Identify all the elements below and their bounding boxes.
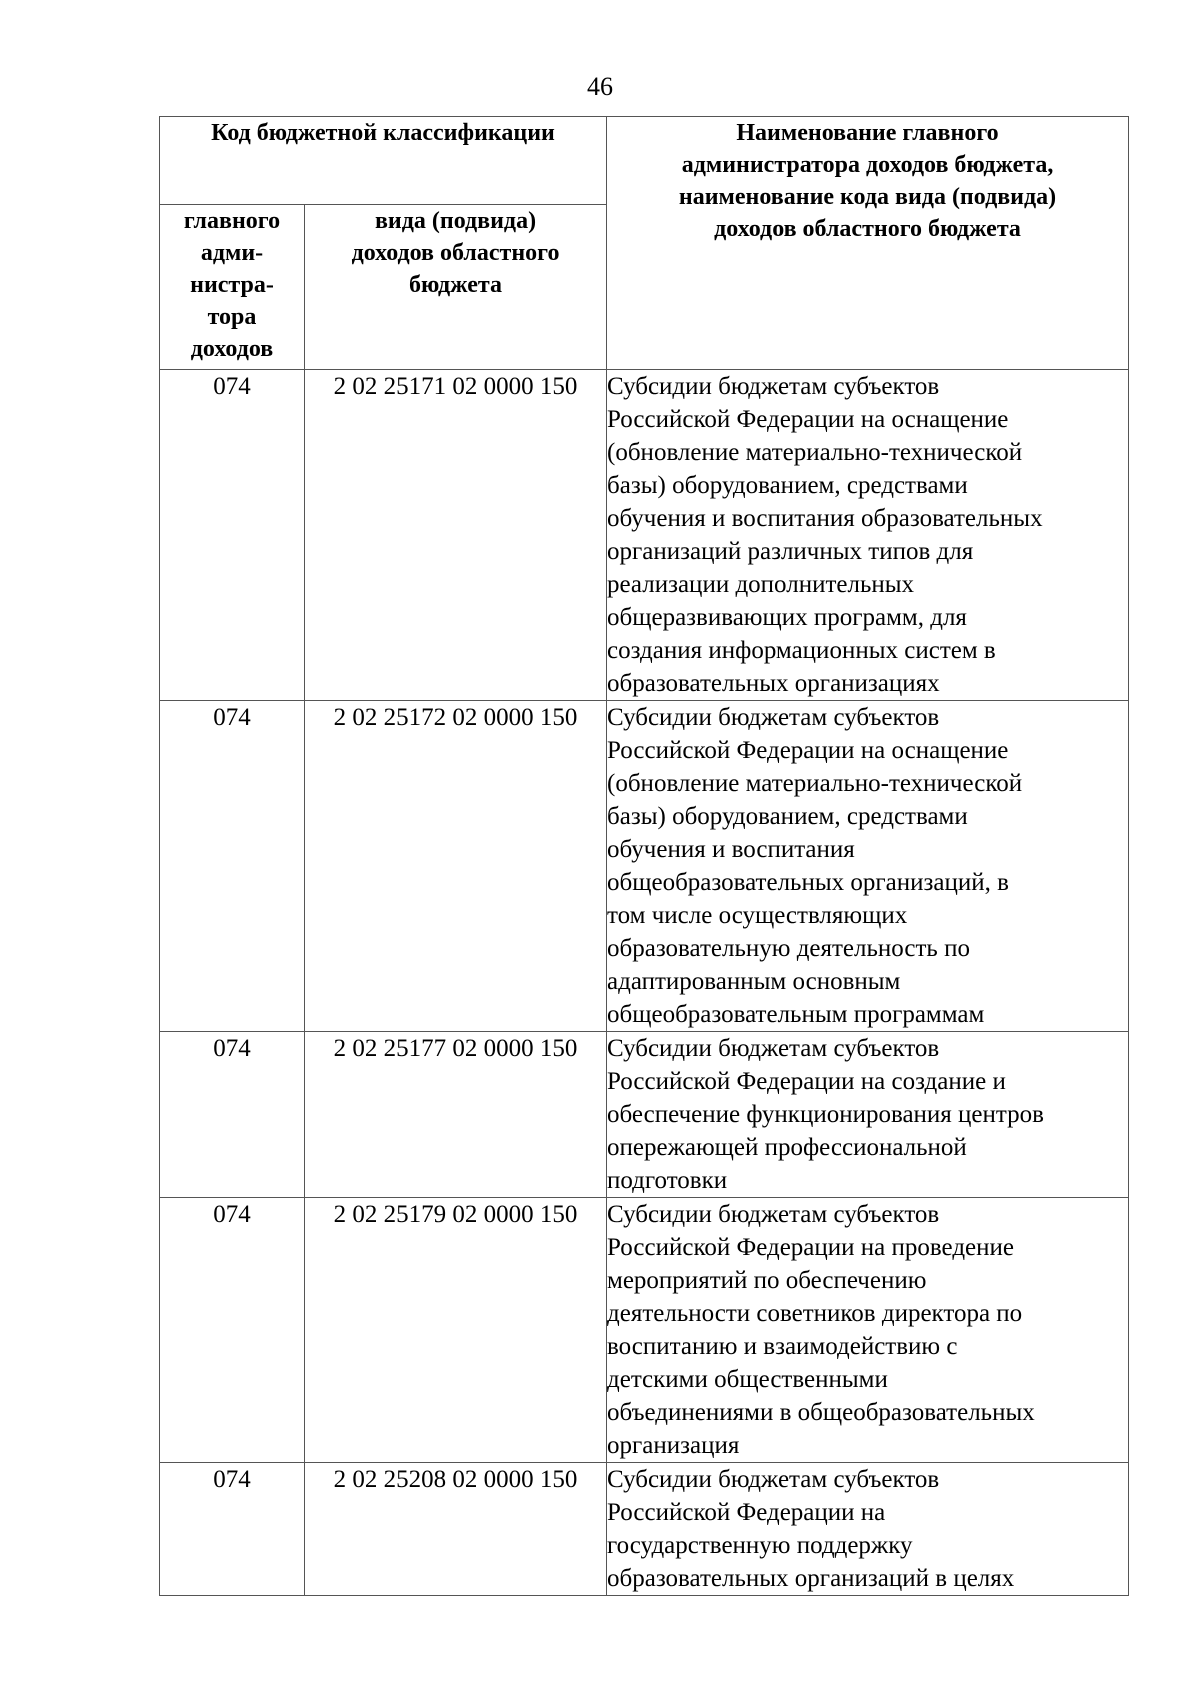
header-vid-column: вида (подвида) доходов областного бюджета <box>305 205 607 370</box>
budget-classification-table <box>159 116 1129 1596</box>
header-kbk-group: Код бюджетной классификации <box>160 117 607 205</box>
admin-code-cell: 074 <box>160 370 305 701</box>
admin-code-cell: 074 <box>160 1463 305 1596</box>
page-number: 46 <box>587 72 613 101</box>
income-name-cell: Субсидии бюджетам субъектов Российской Федерации на государственную поддержку образовательных организаций в целях <box>607 1463 1129 1596</box>
header-row-top <box>160 117 1129 205</box>
table-row <box>160 1463 1129 1596</box>
income-code-cell: 2 02 25177 02 0000 150 <box>305 1032 607 1198</box>
table-row <box>160 1198 1129 1463</box>
header-admin-column: главного адми- нистра- тора доходов <box>160 205 305 370</box>
table-row <box>160 1032 1129 1198</box>
income-code-cell: 2 02 25172 02 0000 150 <box>305 701 607 1032</box>
header-name-column: Наименование главного администратора доходов бюджета, наименование кода вида (подвида) доходов областного бюджета <box>607 117 1129 370</box>
admin-code-cell: 074 <box>160 1198 305 1463</box>
income-code-cell: 2 02 25171 02 0000 150 <box>305 370 607 701</box>
income-name-cell: Субсидии бюджетам субъектов Российской Федерации на создание и обеспечение функционирования центров опережающей профессиональной подготовки <box>607 1032 1129 1198</box>
income-name-cell: Субсидии бюджетам субъектов Российской Федерации на оснащение (обновление материально-технической базы) оборудованием, средствами обучения и воспитания образовательных организаций различных типов для реализации дополнительных общеразвивающих программ, для создания информационных систем в образовательных организациях <box>607 370 1129 701</box>
income-code-cell: 2 02 25179 02 0000 150 <box>305 1198 607 1463</box>
table-row <box>160 701 1129 1032</box>
table-row <box>160 370 1129 701</box>
income-name-cell: Субсидии бюджетам субъектов Российской Федерации на оснащение (обновление материально-технической базы) оборудованием, средствами обучения и воспитания общеобразовательных организаций, в том числе осуществляющих образовательную деятельность по адаптированным основным общеобразовательным программам <box>607 701 1129 1032</box>
admin-code-cell: 074 <box>160 1032 305 1198</box>
admin-code-cell: 074 <box>160 701 305 1032</box>
income-name-cell: Субсидии бюджетам субъектов Российской Федерации на проведение мероприятий по обеспечению деятельности советников директора по воспитанию и взаимодействию с детскими общественными объединениями в общеобразовательных организация <box>607 1198 1129 1463</box>
income-code-cell: 2 02 25208 02 0000 150 <box>305 1463 607 1596</box>
